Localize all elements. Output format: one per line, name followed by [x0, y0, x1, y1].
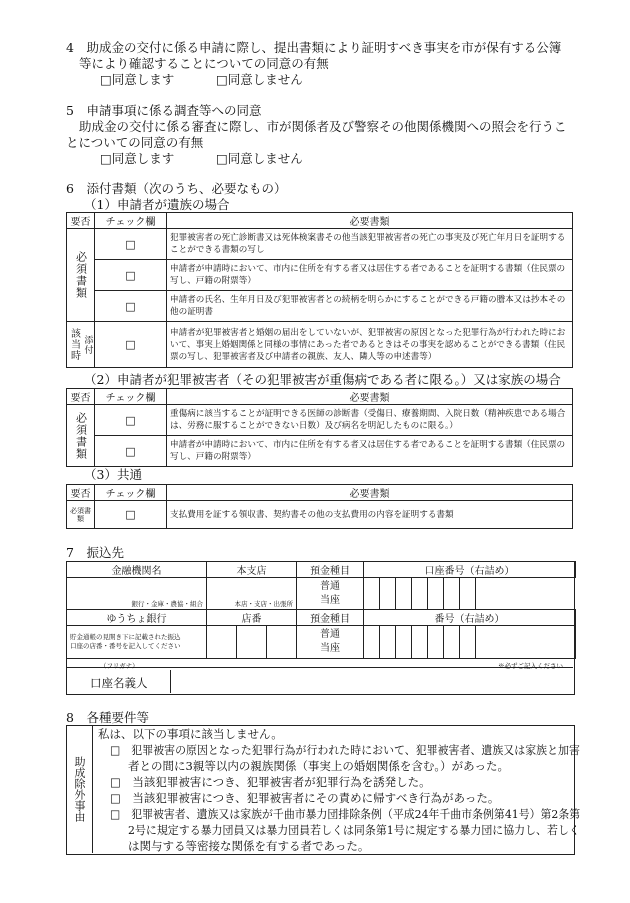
- exclusion-item-3[interactable]: □ 当該犯罪被害につき、犯罪被害者にその責めに帰すべき行為があった。: [110, 791, 500, 805]
- doc-text: 申請者が申請時において、市内に住所を有する者又は居住する者であることを証明する書類（住民票の写し、戸籍の附票等）: [167, 260, 573, 291]
- yucho-digit[interactable]: [428, 626, 444, 659]
- yucho-digit[interactable]: [364, 626, 380, 659]
- header-req: 要否: [67, 485, 95, 501]
- doc-checkbox[interactable]: □: [95, 291, 167, 322]
- bank-name-input[interactable]: 銀行・金庫・農協・組合: [67, 578, 207, 610]
- header-doc: 必要書類: [167, 389, 573, 405]
- exclusion-item-1b: 者との間に3親等以内の親族関係（事実上の婚姻関係を含む。）があった。: [128, 759, 509, 773]
- holder-label: 口座名義人: [90, 676, 148, 690]
- s5-agree-checkbox[interactable]: □同意します: [100, 151, 175, 166]
- applicable-label: 該当時: [68, 328, 80, 361]
- exclusion-item-2[interactable]: □ 当該犯罪被害につき、犯罪被害者が犯罪行為を誘発した。: [110, 775, 431, 789]
- doc-text: 申請者の氏名、生年月日及び犯罪被害者との続柄を明らかにすることができる戸籍の謄本又は抄本その他の証明書: [167, 291, 573, 322]
- s4-line2: 等により確認することについての同意の有無: [79, 56, 329, 71]
- exclusion-item-4c: は関与する等密接な関係を有する者であった。: [128, 839, 370, 853]
- doc-text: 支払費用を証する領収書、契約書その他の支払費用の内容を証明する書類: [167, 501, 573, 529]
- yucho-digit[interactable]: [444, 626, 460, 659]
- doc-text: 申請者が犯罪被害者と婚姻の届出をしていないが、犯罪被害の原因となった犯罪行為が行われた時において、事実上婚姻関係と同様の事情にあった者であるときはその事実を認めることができる書類（住民票の写し、犯罪被害者及び申請者の親族、友人、隣人等の申述書等）: [167, 322, 573, 368]
- bank-table: [66, 561, 576, 659]
- account-digit[interactable]: [412, 578, 428, 610]
- exclusion-lead: 私は、以下の事項に該当しません。: [98, 727, 283, 741]
- holder-name-input[interactable]: [171, 670, 572, 693]
- exclusion-item-4a[interactable]: □ 犯罪被害者、遺族又は家族が千曲市暴力団排除条例（平成24年千曲市条例第41号）第2条第: [110, 807, 581, 821]
- exclusion-item-1a[interactable]: □ 犯罪被害の原因となった犯罪行為が行われた時において、犯罪被害者、遺族又は家族と加害: [110, 743, 580, 757]
- s6-sub3: （3）共通: [84, 467, 142, 482]
- s7-title: 7 振込先: [66, 545, 124, 560]
- s6-sub2: （2）申請者が犯罪被害者（その犯罪被害が重傷病である者に限る。）又は家族の場合: [84, 372, 561, 387]
- must-fill-note: ※必ずご記入ください: [498, 662, 563, 670]
- s4-disagree-checkbox[interactable]: □同意しません: [216, 72, 303, 87]
- yucho-type-choice[interactable]: 普通 当座: [297, 626, 364, 659]
- header-req: 要否: [67, 213, 95, 229]
- holder-divider: [66, 667, 573, 668]
- exclusion-side-label: 助成除外事由: [73, 756, 86, 822]
- deposit-type-choice[interactable]: 普通 当座: [297, 578, 364, 610]
- header-check: チェック欄: [95, 389, 167, 405]
- branch-header: 本支店: [207, 562, 297, 578]
- s5-line1: 助成金の交付に係る審査に際し、市が関係者及び警察その他関係機関への照会を行うこ: [79, 119, 567, 134]
- store-number-input[interactable]: [207, 626, 297, 659]
- required-label: 必須書類: [74, 411, 88, 460]
- s5-line2: とについての同意の有無: [66, 135, 204, 150]
- account-number-header: 口座番号（右詰め）: [364, 562, 576, 578]
- attachments-table-1: [66, 212, 573, 368]
- doc-text: 重傷病に該当することが証明できる医師の診断書（受傷日、療養期間、入院日数（精神疾患である場合は、労務に服することができない日数）及び病名を明記したものに限る。）: [167, 405, 573, 436]
- s5-title: 5 申請事項に係る調査等への同意: [66, 103, 262, 118]
- s8-title: 8 各種要件等: [66, 710, 149, 725]
- store-number-header: 店番: [207, 610, 297, 626]
- s6-title: 6 添付書類（次のうち、必要なもの）: [66, 181, 287, 196]
- bank-name-header: 金融機関名: [67, 562, 207, 578]
- header-doc: 必要書類: [167, 485, 573, 501]
- attachments-table-2: [66, 388, 573, 467]
- account-digit[interactable]: [380, 578, 396, 610]
- furigana-label: （フリガナ）: [100, 662, 139, 670]
- s4-line1: 4 助成金の交付に係る申請に際し、提出書類により証明すべき事実を市が保有する公簿: [66, 40, 562, 55]
- s4-agree-checkbox[interactable]: □同意します: [100, 72, 175, 87]
- doc-text: 犯罪被害者の死亡診断書又は死体検案書その他当該犯罪被害者の死亡の事実及び死亡年月日を証明することができる書類の写し: [167, 229, 573, 260]
- account-digit[interactable]: [444, 578, 460, 610]
- header-check: チェック欄: [95, 485, 167, 501]
- account-digit[interactable]: [460, 578, 476, 610]
- doc-checkbox[interactable]: □: [95, 322, 167, 368]
- header-doc: 必要書類: [167, 213, 573, 229]
- account-digit[interactable]: [364, 578, 380, 610]
- doc-text: 申請者が申請時において、市内に住所を有する者又は居住する者であることを証明する書類（住民票の写し、戸籍の附票等）: [167, 436, 573, 467]
- exclusion-side-cell: [66, 725, 93, 853]
- branch-input[interactable]: 本店・支店・出張所: [207, 578, 297, 610]
- attachments-table-3: [66, 484, 573, 529]
- required-label: 必須書類: [74, 251, 88, 299]
- yucho-number-header: 番号（右詰め）: [364, 610, 576, 626]
- yucho-header: ゆうちょ銀行: [67, 610, 207, 626]
- yucho-digit[interactable]: [460, 626, 476, 659]
- doc-checkbox[interactable]: □: [95, 436, 167, 467]
- yucho-type-header: 預金種目: [297, 610, 364, 626]
- yucho-digit[interactable]: [380, 626, 396, 659]
- yucho-digit[interactable]: [476, 626, 576, 659]
- deposit-type-header: 預金種目: [297, 562, 364, 578]
- doc-checkbox[interactable]: □: [95, 405, 167, 436]
- account-digit[interactable]: [396, 578, 412, 610]
- doc-checkbox[interactable]: □: [95, 501, 167, 529]
- yucho-digit[interactable]: [396, 626, 412, 659]
- applicable-side-label: 添付: [82, 334, 93, 355]
- header-check: チェック欄: [95, 213, 167, 229]
- header-req: 要否: [67, 389, 95, 405]
- s5-disagree-checkbox[interactable]: □同意しません: [216, 151, 303, 166]
- account-digit[interactable]: [428, 578, 444, 610]
- doc-checkbox[interactable]: □: [95, 260, 167, 291]
- yucho-digit[interactable]: [412, 626, 428, 659]
- doc-checkbox[interactable]: □: [95, 229, 167, 260]
- s6-sub1: （1）申請者が遺族の場合: [84, 197, 230, 212]
- exclusion-item-4b: 2号に規定する暴力団員又は暴力団員若しくは同条第1号に規定する暴力団に協力し、若しく: [128, 823, 580, 837]
- yucho-note: 貯金通帳の見開き下に記載された振込 口座の店番・番号を記入してください: [67, 626, 207, 659]
- required-small-label: 必須書類: [67, 501, 95, 529]
